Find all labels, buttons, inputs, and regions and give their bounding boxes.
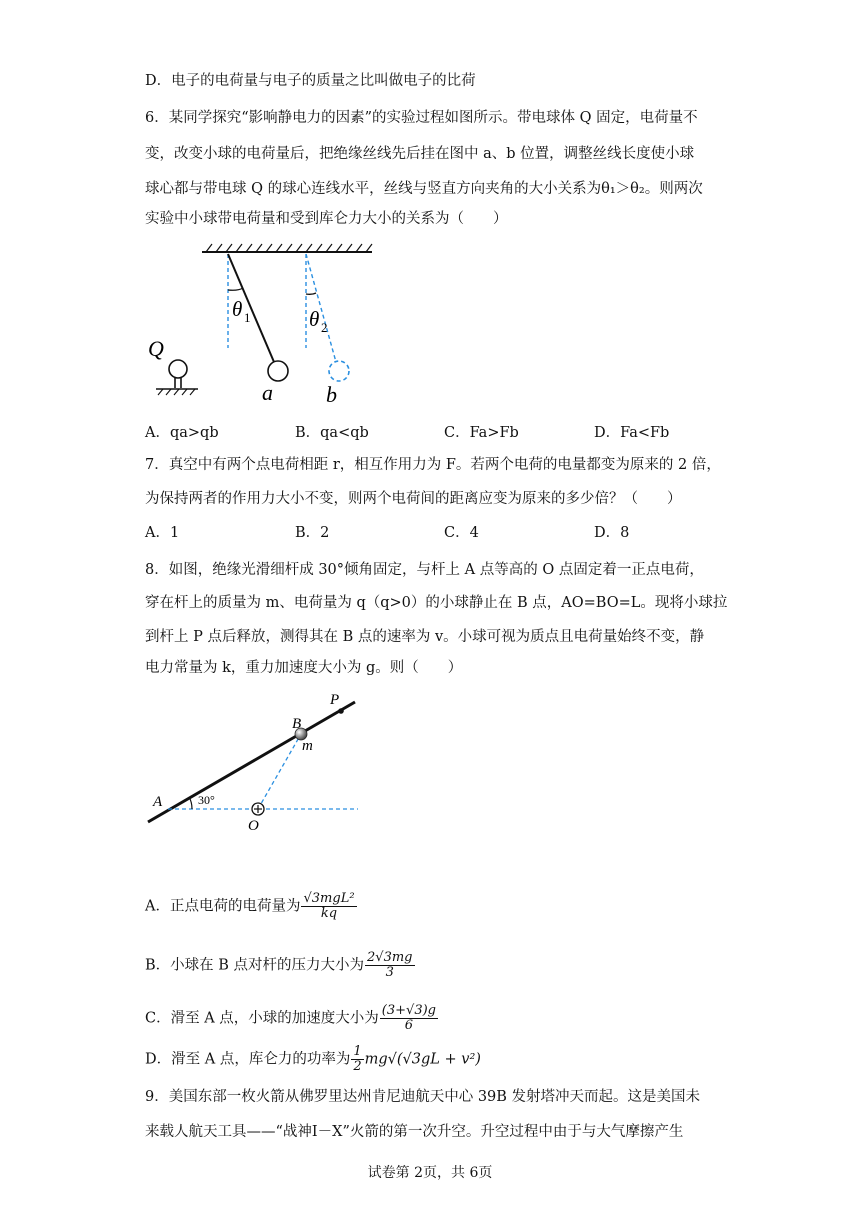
q8-option-a-numerator: √3mgL² [303, 891, 355, 906]
q8-option-d-expression: mg√(√3gL + v²) [364, 1051, 481, 1068]
q6-label-theta1-sub: 1 [244, 310, 251, 325]
q8-option-d-numerator: 1 [353, 1044, 362, 1059]
q8-stem-line4: 电力常量为 k，重力加速度大小为 g。则（ ） [145, 660, 463, 676]
q8-option-d-fraction [351, 1045, 363, 1074]
q8-option-b-numerator: 2√3mg [367, 950, 413, 965]
q8-option-d-denominator: 2 [353, 1059, 362, 1074]
q8-option-b-text: B．小球在 B 点对杆的压力大小为 [145, 957, 365, 974]
q8-option-b-fraction [365, 951, 414, 980]
q8-option-c-fraction [380, 1004, 438, 1033]
q5-option-d: D．电子的电荷量与电子的质量之比叫做电子的比荷 [145, 73, 476, 89]
q8-label-P: P [330, 692, 340, 708]
q7-option-a: A．1 [145, 525, 180, 541]
q6-option-d: D．Fa<Fb [594, 425, 670, 441]
q6-option-b: B．qa<qb [295, 425, 369, 441]
q8-option-b [145, 951, 416, 980]
q8-option-a-text: A．正点电荷的电荷量为 [145, 898, 301, 915]
q6-option-c: C．Fa>Fb [444, 425, 519, 441]
q7-option-d: D．8 [594, 525, 630, 541]
q8-option-d [145, 1045, 481, 1074]
q8-option-c-numerator: (3+√3)g [381, 1003, 436, 1018]
q6-label-theta2-sub: 2 [321, 320, 328, 335]
q8-figure [140, 690, 380, 840]
q7-option-b: B．2 [295, 525, 330, 541]
q8-label-A: A [153, 794, 163, 810]
q8-label-O: O [248, 818, 259, 834]
q8-option-a-fraction [301, 892, 356, 921]
q8-option-c-denominator: 6 [404, 1018, 414, 1033]
q6-option-a: A．qa>qb [145, 425, 219, 441]
q6-stem-line2: 变，改变小球的电荷量后，把绝缘丝线先后挂在图中 a、b 位置，调整丝线长度使小球 [145, 146, 695, 162]
q6-label-a: a [262, 380, 273, 405]
q7-stem-line1: 7．真空中有两个点电荷相距 r，相互作用力为 F。若两个电荷的电量都变为原来的 2 倍， [145, 457, 721, 473]
q6-label-theta2: θ [309, 307, 320, 331]
q9-stem-line1: 9．美国东部一枚火箭从佛罗里达州肯尼迪航天中心 39B 发射塔冲天而起。这是美国未 [145, 1089, 701, 1105]
q6-label-Q: Q [148, 336, 164, 361]
q7-option-c: C．4 [444, 525, 479, 541]
q6-figure [140, 238, 380, 408]
q9-stem-line2: 来载人航天工具——“战神Ⅰ－X”火箭的第一次升空。升空过程中由于与大气摩擦产生 [145, 1124, 684, 1140]
q6-label-theta1: θ [232, 297, 243, 321]
q8-label-B: B [292, 716, 302, 732]
q6-label-b: b [326, 382, 337, 407]
q8-stem-line3: 到杆上 P 点后释放，测得其在 B 点的速率为 v。小球可视为质点且电荷量始终不变，静 [145, 629, 705, 645]
q8-option-a-denominator: kq [320, 906, 338, 921]
q8-label-m: m [302, 738, 313, 754]
page-footer: 试卷第 2页，共 6页 [367, 1165, 493, 1181]
q8-option-d-text: D．滑至 A 点，库仑力的功率为 [145, 1051, 351, 1068]
q8-label-angle: 30° [198, 793, 215, 807]
q8-option-a [145, 892, 358, 921]
q8-stem-line1: 8．如图，绝缘光滑细杆成 30°倾角固定，与杆上 A 点等高的 O 点固定着一正点电荷， [145, 562, 704, 578]
q8-option-c [145, 1004, 439, 1033]
q8-option-c-text: C．滑至 A 点，小球的加速度大小为 [145, 1010, 379, 1027]
q8-option-b-denominator: 3 [385, 965, 394, 980]
q7-stem-line2: 为保持两者的作用力大小不变，则两个电荷间的距离应变为原来的多少倍？（ ） [145, 491, 682, 507]
q8-stem-line2: 穿在杆上的质量为 m、电荷量为 q（q>0）的小球静止在 B 点，AO=BO=L。现将小球拉 [145, 595, 728, 611]
q6-stem-line1: 6．某同学探究“影响静电力的因素”的实验过程如图所示。带电球体 Q 固定，电荷量不 [145, 110, 698, 126]
q6-stem-line3: 球心都与带电球 Q 的球心连线水平，丝线与竖直方向夹角的大小关系为θ₁＞θ₂。则两次 [145, 181, 703, 197]
q6-stem-line4: 实验中小球带电荷量和受到库仑力大小的关系为（ ） [145, 211, 508, 227]
